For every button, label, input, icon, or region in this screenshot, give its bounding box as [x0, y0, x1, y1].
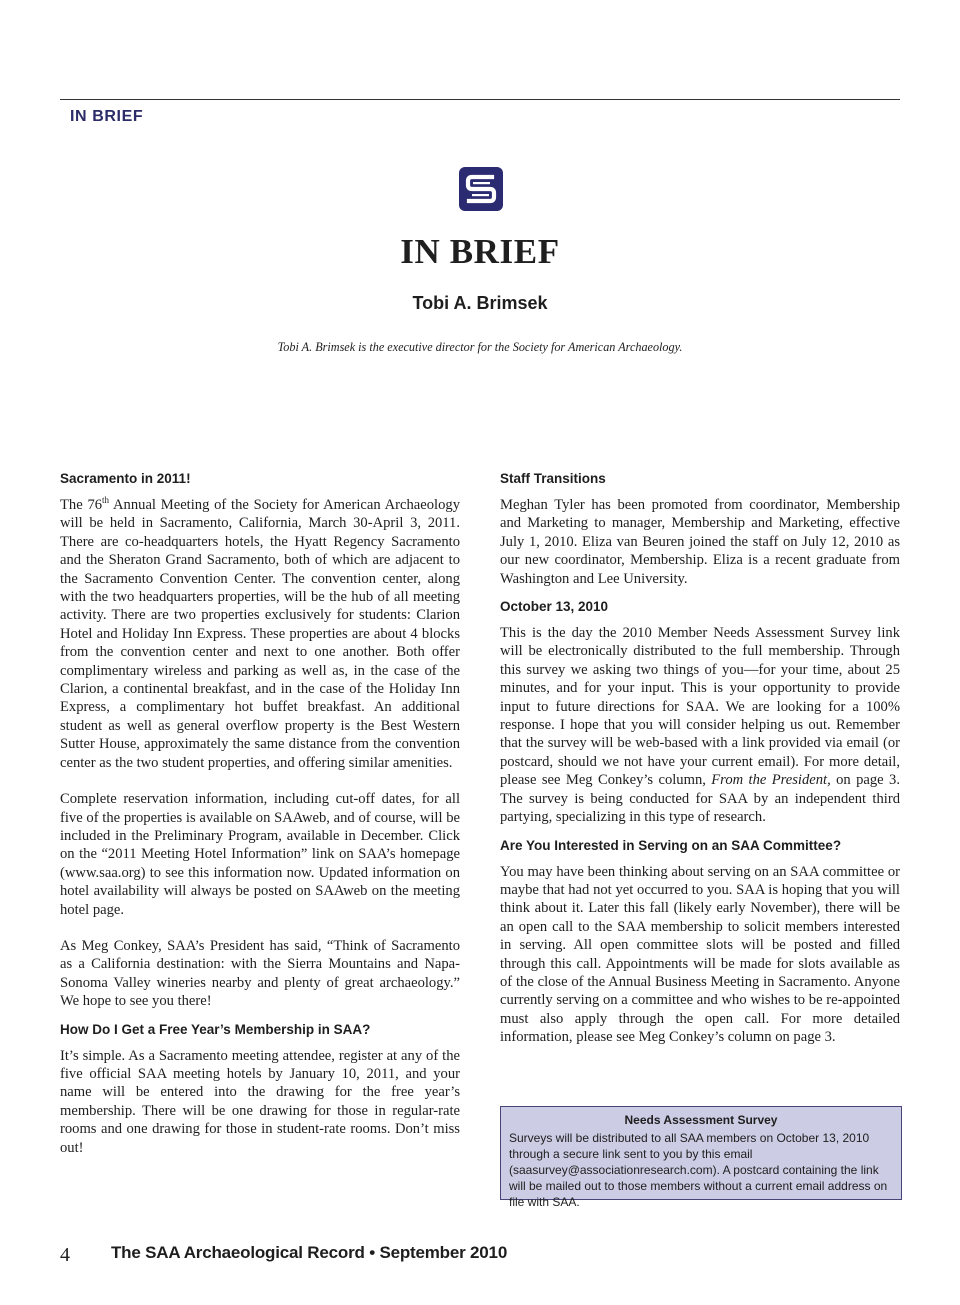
sidebar-body: Surveys will be distributed to all SAA members on October 13, 2010 through a secure link sent to you by this email (saasurvey@associationresearch.com). A postcard containing the link will be mailed out to those members without a current email address on file with SAA.	[509, 1131, 888, 1209]
author-bio: Tobi A. Brimsek is the executive director for the Society for American Archaeology.	[277, 340, 683, 354]
saa-logo-icon	[458, 166, 504, 212]
paragraph-reservations: Complete reservation information, including cut-off dates, for all five of the properties is available on SAAweb, and of course, will be included in the Preliminary Program, available in December. Click on the “2011 Meeting Hotel Information” link on SAA’s homepage (www.saa.org) to see this information now. Updated information on hotel availability will always be posted on SAAweb on the meeting hotel page.	[60, 791, 460, 918]
journal-name: The SAA Archaeological Record • September 2010	[111, 1243, 508, 1262]
section-heading-sacramento: Sacramento in 2011!	[60, 471, 191, 486]
paragraph-survey: This is the day the 2010 Member Needs Assessment Survey link will be electronically distributed to the full membership. Through this survey we asking two things of you—for your time, about 25 minutes, and for your input. This is your opportunity to provide input to future directions for SAA. We are looking for a 100% response. I hope that you will consider helping us out. Remember that the survey will be web-based with a link provided via email (or postcard, should we not have your current email). For more detail, please see Meg Conkey’s column, From the President, on page 3. The survey is being conducted for SAA by an independent third partying, specializing in this type of research.	[500, 625, 900, 826]
header-rule	[60, 99, 900, 100]
paragraph-staff-transitions: Meghan Tyler has been promoted from coordinator, Membership and Marketing to manager, Membership and Marketing, effective July 1, 2010. Eliza van Beuren joined the staff on July 12, 2010 as our new coordinator, Membership. Eliza is a recent graduate from Washington and Lee University.	[500, 497, 900, 587]
paragraph-president-quote: As Meg Conkey, SAA’s President has said, “Think of Sacramento as a California destination: with the Sierra Mountains and Napa-Sonoma Valley wineries nearby and plenty of great archaeology.” We hope to see you there!	[60, 937, 460, 1010]
sidebar-title: Needs Assessment Survey	[624, 1113, 778, 1127]
right-column	[500, 470, 900, 1047]
section-heading-committee: Are You Interested in Serving on an SAA Committee?	[500, 837, 842, 853]
paragraph-membership-drawing: It’s simple. As a Sacramento meeting attendee, register at any of the five official SAA meeting hotels by January 10, 2011, and your name will be entered into the drawing for the free year’s membership. There will be one drawing for those in regular-rate rooms and one drawing for those in student-rate rooms. Don’t miss out!	[60, 1047, 460, 1156]
paragraph-meeting-intro: The 76th Annual Meeting of the Society for American Archaeology will be held in Sacramento, California, March 30-April 3, 2011. There are co-headquarters hotels, the Hyatt Regency Sacramento and the Sheraton Grand Sacramento, both of which are adjacent to the Sacramento Convention Center. The convention center, along with the two headquarters properties, will be the hub of all meeting activity. There are two properties exclusively for students: Clarion Hotel and Holiday Inn Express. These properties are about 4 blocks from the convention center and next to one another. Both offer complimentary wireless and parking as well as, in the case of the Clarion, a continental breakfast, and in the case of the Holiday Inn Express, a complimentary hot buffet breakfast. An additional student as well as general overflow property is the Best Western Sutter House, approximately the same distance from the convention center as the two student properties, and offering similar amenities.	[60, 495, 460, 771]
page-number: 4	[60, 1244, 70, 1266]
article-title: IN BRIEF	[400, 232, 560, 271]
author-name: Tobi A. Brimsek	[412, 293, 548, 313]
section-heading-staff: Staff Transitions	[500, 471, 606, 486]
section-heading-membership: How Do I Get a Free Year’s Membership in SAA?	[60, 1021, 371, 1037]
section-label: IN BRIEF	[70, 108, 144, 125]
paragraph-committee: You may have been thinking about serving on an SAA committee or maybe that had not yet occurred to you. SAA is hoping that you will think about it. Later this fall (likely early November), there will be an open call to the SAA membership to solicit members interested in serving. All open committee slots will be posted and filled through this call. Appointments will be made for slots available as of the close of the Annual Business Meeting in Sacramento. Anyone currently serving on a committee and who wishes to be re-appointed must also apply through the open call. For more detailed information, please see Meg Conkey’s column on page 3.	[500, 863, 900, 1046]
section-heading-october: October 13, 2010	[500, 599, 609, 615]
sidebar-box	[500, 1106, 902, 1209]
left-column	[60, 470, 460, 1157]
